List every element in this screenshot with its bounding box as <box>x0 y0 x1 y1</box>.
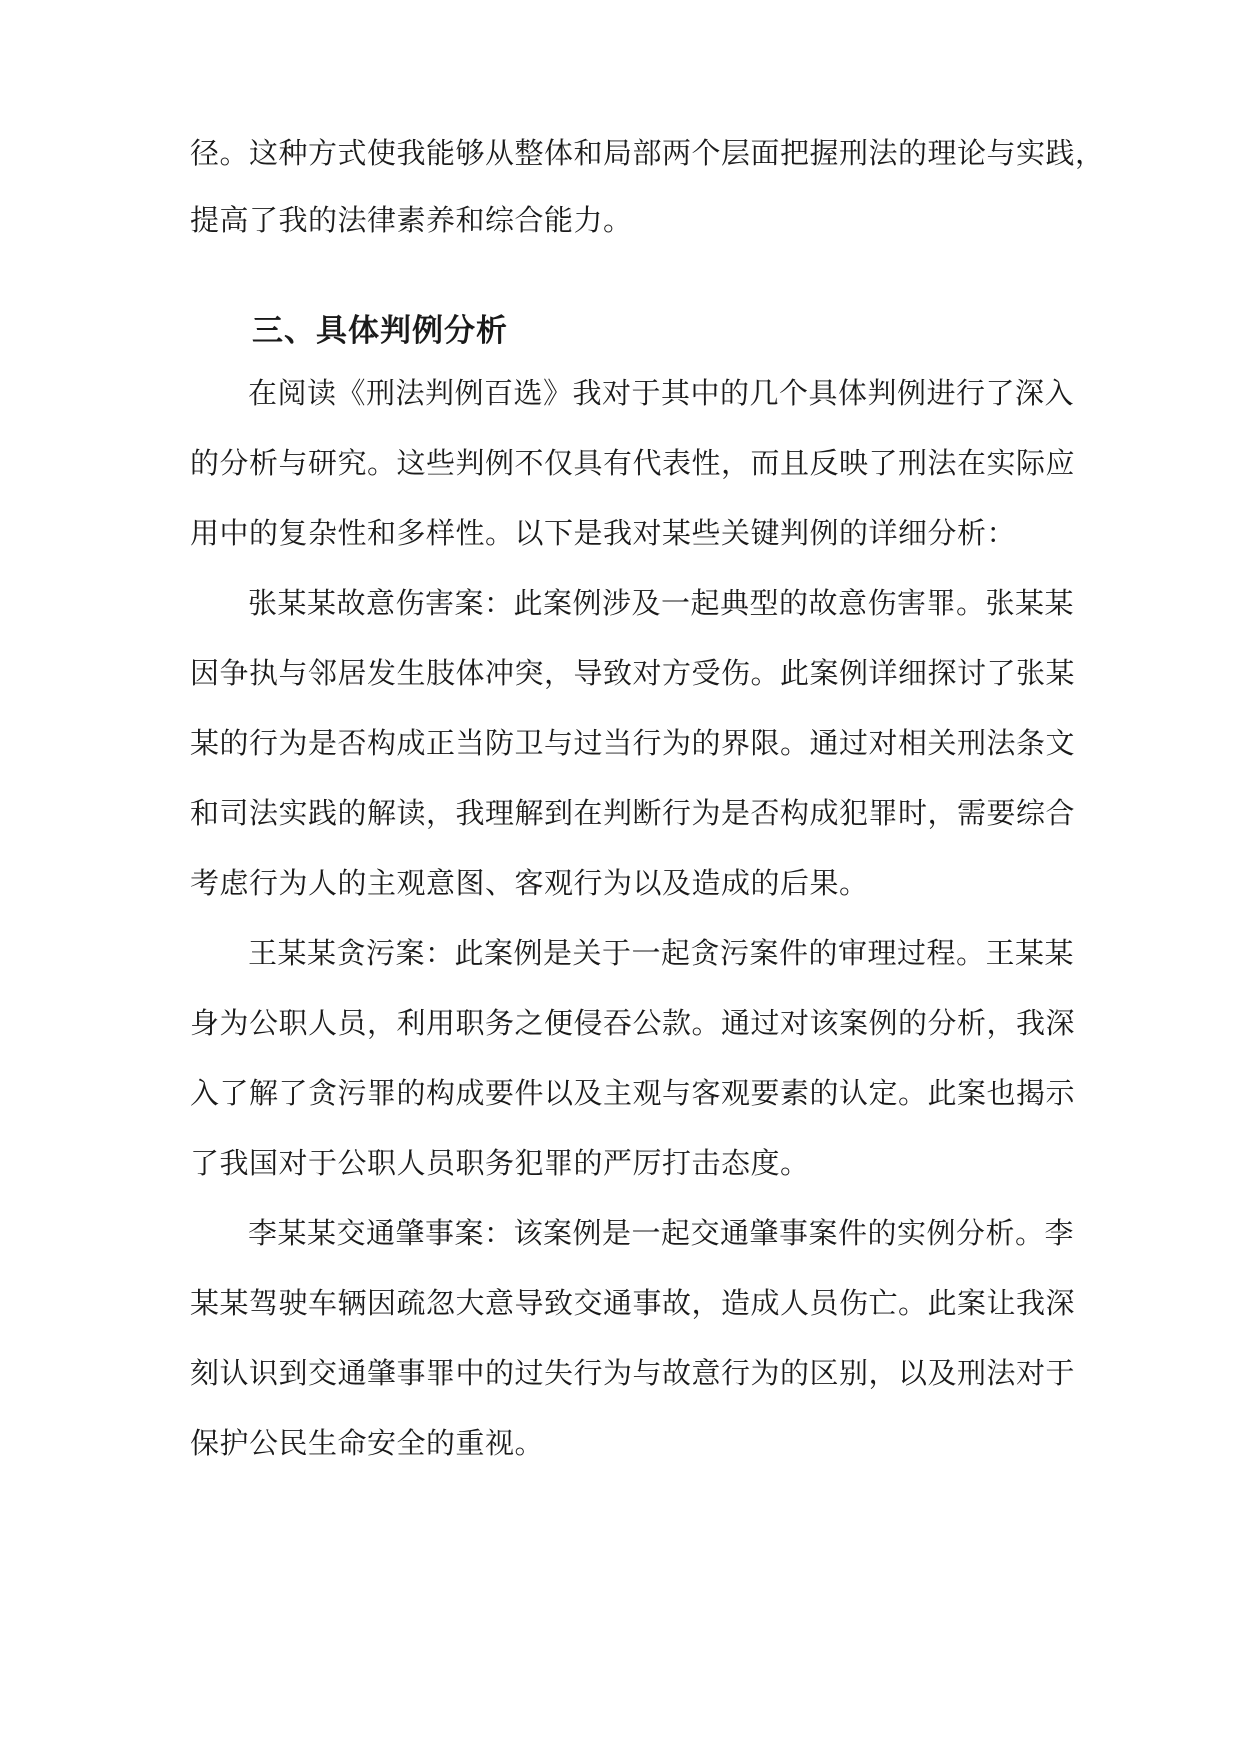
text-line: 因争执与邻居发生肢体冲突，导致对方受伤。此案例详细探讨了张某 <box>190 656 1076 690</box>
text-line: 了我国对于公职人员职务犯罪的严厉打击态度。 <box>190 1146 810 1180</box>
text-line: 考虑行为人的主观意图、客观行为以及造成的后果。 <box>190 866 869 900</box>
text-line: 刻认识到交通肇事罪中的过失行为与故意行为的区别，以及刑法对于 <box>190 1356 1076 1390</box>
text-line: 王某某贪污案：此案例是关于一起贪污案件的审理过程。王某某 <box>248 936 1075 970</box>
text-line: 在阅读《刑法判例百选》我对于其中的几个具体判例进行了深入 <box>248 376 1075 410</box>
text-line: 李某某交通肇事案：该案例是一起交通肇事案件的实例分析。李 <box>248 1216 1075 1250</box>
text-line: 张某某故意伤害案：此案例涉及一起典型的故意伤害罪。张某某 <box>248 586 1075 620</box>
text-line: 某的行为是否构成正当防卫与过当行为的界限。通过对相关刑法条文 <box>190 726 1076 760</box>
text-line: 用中的复杂性和多样性。以下是我对某些关键判例的详细分析： <box>190 516 1017 550</box>
section-heading: 三、具体判例分析 <box>252 313 508 349</box>
text-line: 保护公民生命安全的重视。 <box>190 1426 545 1460</box>
text-line: 身为公职人员，利用职务之便侵吞公款。通过对该案例的分析，我深 <box>190 1006 1076 1040</box>
text-line: 某某驾驶车辆因疏忽大意导致交通事故，造成人员伤亡。此案让我深 <box>190 1286 1076 1320</box>
text-line: 入了解了贪污罪的构成要件以及主观与客观要素的认定。此案也揭示 <box>190 1076 1076 1110</box>
text-line: 提高了我的法律素养和综合能力。 <box>190 203 633 237</box>
text-line: 的分析与研究。这些判例不仅具有代表性，而且反映了刑法在实际应 <box>190 446 1076 480</box>
text-line: 径。这种方式使我能够从整体和局部两个层面把握刑法的理论与实践， <box>190 136 1105 170</box>
text-line: 和司法实践的解读，我理解到在判断行为是否构成犯罪时，需要综合 <box>190 796 1076 830</box>
